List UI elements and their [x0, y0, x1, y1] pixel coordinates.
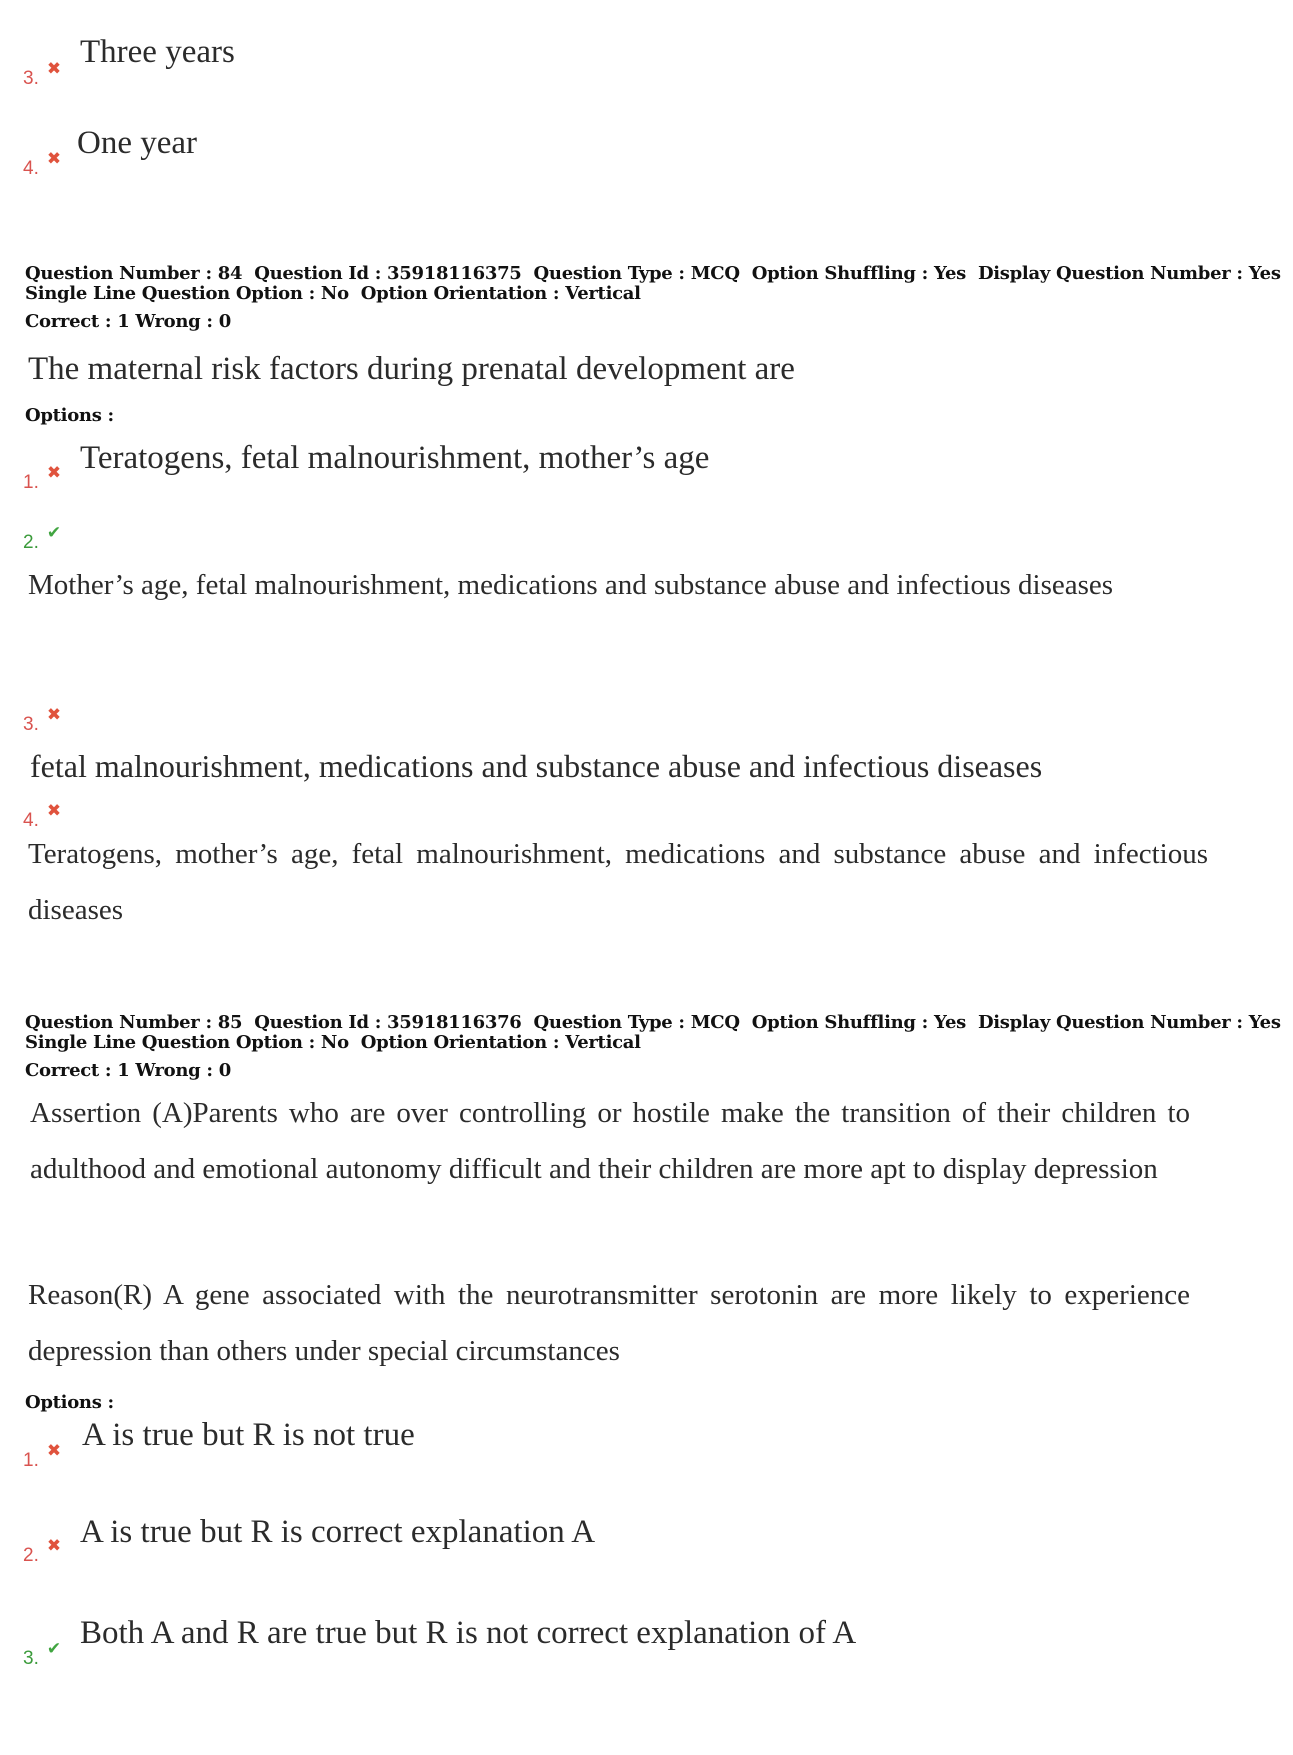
option-number: 4.: [23, 810, 39, 831]
option-number: 3.: [23, 714, 39, 735]
option-number: 3.: [23, 68, 39, 89]
option-text: Mother’s age, fetal malnourishment, medications and substance abuse and infectious diseases: [28, 569, 1114, 601]
wrong-cross-icon: ✖: [46, 705, 62, 725]
reason-text: Reason(R) A gene associated with the neurotransmitter serotonin are more likely to experience depression than others under special circumstances: [28, 1279, 1190, 1367]
option-marker: [23, 704, 61, 734]
correct-check-icon: ✔: [46, 1639, 62, 1659]
option-marker: [23, 1440, 61, 1470]
option-number: 3.: [23, 1648, 39, 1669]
option-text: Both A and R are true but R is not correct explanation of A: [80, 1615, 857, 1651]
question-id: Question Id : 35918116376: [254, 1012, 522, 1033]
wrong-cross-icon: ✖: [46, 463, 62, 483]
option-shuffling: Option Shuffling : Yes: [751, 263, 966, 284]
question-type: Question Type : MCQ: [533, 1012, 740, 1033]
option-shuffling: Option Shuffling : Yes: [751, 1012, 966, 1033]
option-marker: [23, 58, 61, 88]
option-number: 1.: [23, 472, 39, 493]
wrong-cross-icon: ✖: [46, 149, 62, 169]
single-line-option: Single Line Question Option : No: [25, 283, 349, 304]
assertion-text: Assertion (A)Parents who are over controlling or hostile make the transition of their children to adulthood and emotional autonomy difficult and their children are more apt to display depression: [30, 1097, 1190, 1185]
question-meta-line2: [25, 284, 653, 304]
wrong-cross-icon: ✖: [46, 59, 62, 79]
option-text: Teratogens, fetal malnourishment, mother’s age: [80, 440, 710, 476]
question-number: Question Number : 84: [25, 263, 243, 284]
option-number: 2.: [23, 532, 39, 553]
question-meta: [25, 264, 1293, 284]
option-text: A is true but R is correct explanation A: [80, 1514, 596, 1550]
question-number: Question Number : 85: [25, 1012, 243, 1033]
wrong-cross-icon: ✖: [46, 1441, 62, 1461]
option-number: 2.: [23, 1545, 39, 1566]
option-orientation: Option Orientation : Vertical: [360, 283, 641, 304]
options-label: Options :: [25, 405, 114, 426]
question-type: Question Type : MCQ: [533, 263, 740, 284]
option-text: A is true but R is not true: [82, 1417, 415, 1453]
option-orientation: Option Orientation : Vertical: [360, 1032, 641, 1053]
question-meta: [25, 1013, 1293, 1033]
option-text: Three years: [80, 34, 235, 70]
question-id: Question Id : 35918116375: [254, 263, 522, 284]
option-marker: [23, 1535, 61, 1565]
display-question-number: Display Question Number : Yes: [977, 263, 1281, 284]
option-marker: [23, 1638, 61, 1668]
option-text: fetal malnourishment, medications and substance abuse and infectious diseases: [30, 748, 1043, 784]
option-text: One year: [77, 125, 198, 161]
option-text: Teratogens, mother’s age, fetal malnourishment, medications and substance abuse and infectious diseases: [28, 838, 1208, 926]
wrong-cross-icon: ✖: [46, 1536, 62, 1556]
marks-info: Correct : 1 Wrong : 0: [25, 311, 231, 332]
correct-check-icon: ✔: [46, 523, 62, 543]
display-question-number: Display Question Number : Yes: [977, 1012, 1281, 1033]
options-label: Options :: [25, 1392, 114, 1413]
option-marker: [23, 148, 61, 178]
option-marker: [23, 522, 61, 552]
question-text: The maternal risk factors during prenatal development are: [28, 351, 795, 387]
option-marker: [23, 462, 61, 492]
single-line-option: Single Line Question Option : No: [25, 1032, 349, 1053]
wrong-cross-icon: ✖: [46, 801, 62, 821]
question-meta-line2: [25, 1033, 653, 1053]
option-number: 4.: [23, 158, 39, 179]
option-number: 1.: [23, 1450, 39, 1471]
marks-info: Correct : 1 Wrong : 0: [25, 1060, 231, 1081]
